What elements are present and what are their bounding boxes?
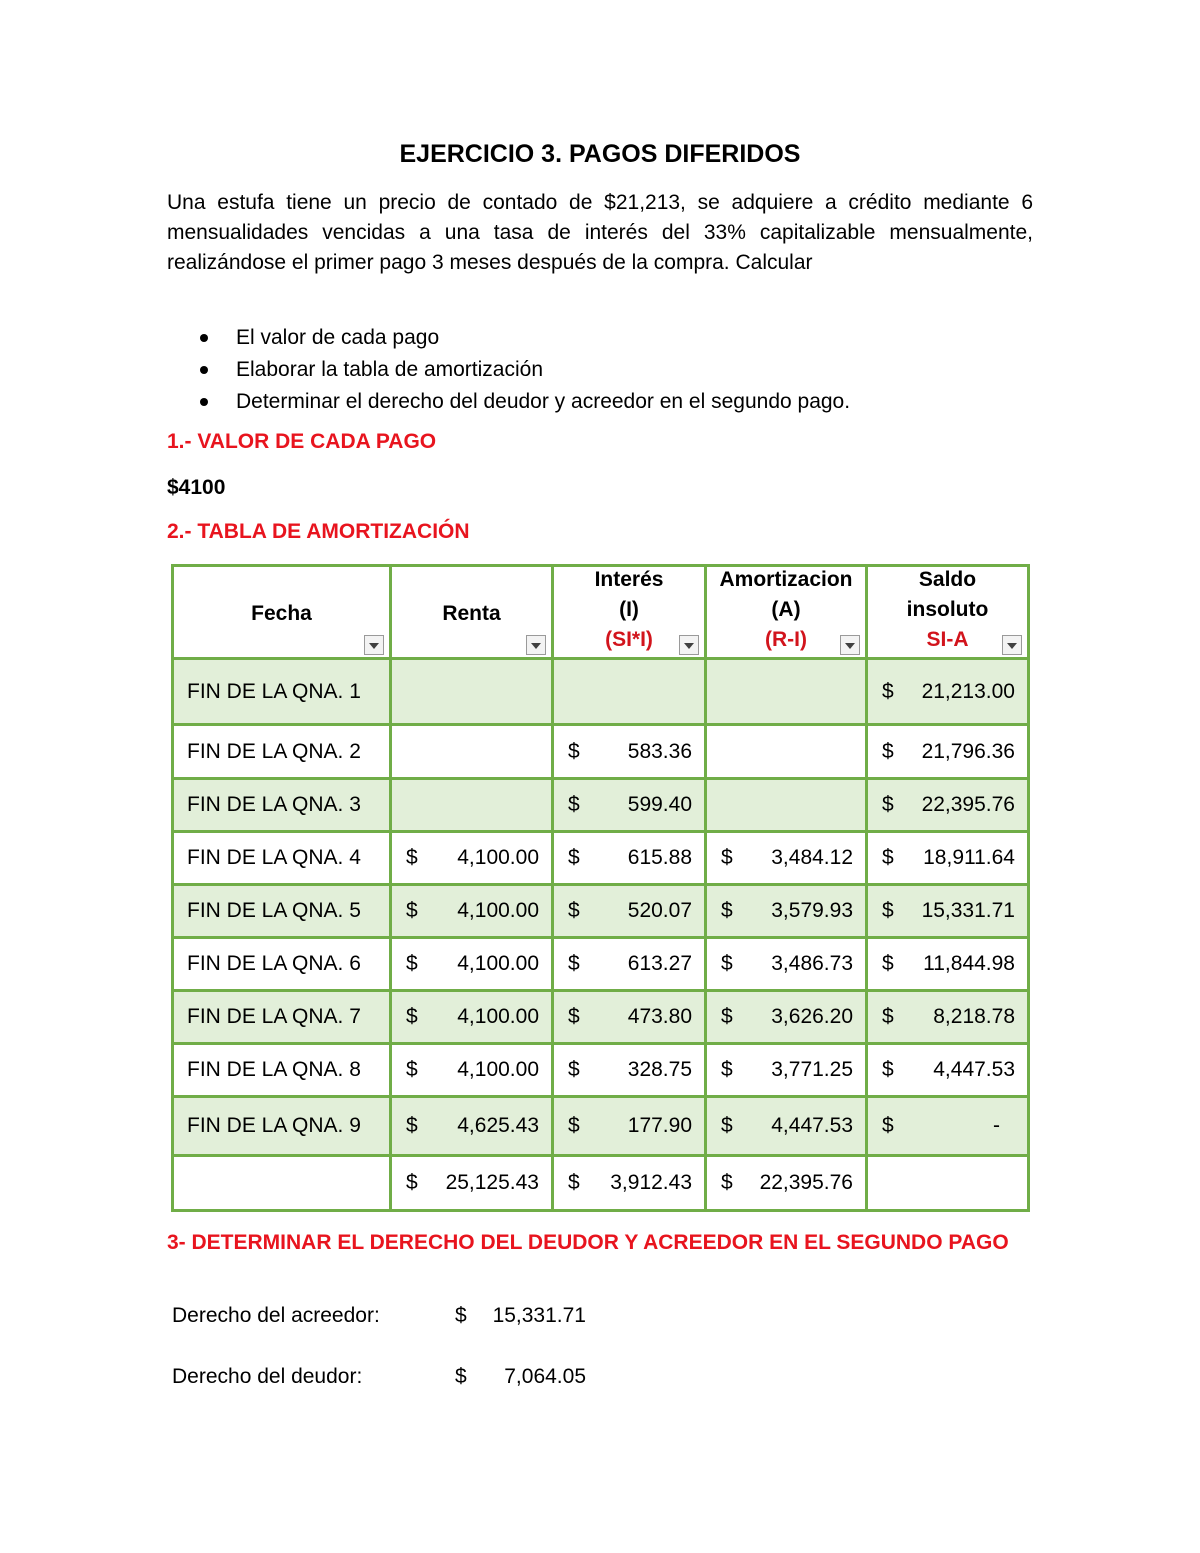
currency-symbol: $ bbox=[882, 793, 894, 816]
filter-dropdown-icon[interactable] bbox=[840, 635, 860, 655]
list-item-text: El valor de cada pago bbox=[236, 326, 440, 349]
cell-interes bbox=[553, 659, 706, 725]
currency-symbol: $ bbox=[882, 739, 894, 763]
cell-value: 473.80 bbox=[627, 1005, 692, 1028]
currency-symbol: $ bbox=[406, 1114, 418, 1137]
cell-saldo bbox=[867, 659, 1029, 725]
cell-amort bbox=[706, 779, 867, 832]
cell-amort bbox=[706, 832, 867, 885]
cell-value: 3,626.20 bbox=[771, 1005, 853, 1028]
filter-dropdown-icon[interactable] bbox=[1002, 635, 1022, 655]
cell-interes bbox=[553, 779, 706, 832]
header-label: (I) bbox=[619, 598, 639, 621]
header-renta bbox=[391, 566, 553, 659]
header-saldo bbox=[867, 566, 1029, 659]
table-row bbox=[173, 1097, 1029, 1156]
table-row bbox=[173, 832, 1029, 885]
cell-fecha: FIN DE LA QNA. 8 bbox=[173, 1044, 391, 1097]
cell-amort bbox=[706, 659, 867, 725]
table-row bbox=[173, 659, 1029, 725]
cell-interes bbox=[553, 832, 706, 885]
cell-value: 4,447.53 bbox=[933, 1058, 1015, 1081]
cell-amort bbox=[706, 885, 867, 938]
cell-renta bbox=[391, 832, 553, 885]
cell-value: 18,911.64 bbox=[923, 846, 1015, 869]
currency-symbol: $ bbox=[882, 952, 894, 975]
cell-saldo bbox=[867, 832, 1029, 885]
debtor-value: 7,064.05 bbox=[504, 1365, 586, 1388]
cell-value: 3,486.73 bbox=[771, 952, 853, 975]
creditor-value: 15,331.71 bbox=[492, 1304, 586, 1327]
currency-symbol: $ bbox=[406, 1171, 418, 1194]
cell-fecha: FIN DE LA QNA. 4 bbox=[173, 832, 391, 885]
cell-fecha: FIN DE LA QNA. 2 bbox=[173, 725, 391, 779]
header-label: Fecha bbox=[251, 602, 312, 625]
cell-amort bbox=[706, 991, 867, 1044]
cell-amort bbox=[706, 1044, 867, 1097]
bullet-icon bbox=[200, 334, 208, 342]
cell-saldo bbox=[867, 725, 1029, 779]
cell-amort bbox=[706, 1097, 867, 1156]
page-title: EJERCICIO 3. PAGOS DIFERIDOS bbox=[399, 140, 801, 168]
cell-fecha: FIN DE LA QNA. 5 bbox=[173, 885, 391, 938]
header-formula: (R-I) bbox=[765, 628, 807, 651]
cell-value: 8,218.78 bbox=[933, 1005, 1015, 1028]
currency-symbol: $ bbox=[568, 846, 580, 869]
cell-saldo bbox=[867, 938, 1029, 991]
table-row bbox=[173, 938, 1029, 991]
cell-value: 613.27 bbox=[627, 952, 692, 975]
currency-symbol: $ bbox=[882, 899, 894, 922]
cell-fecha: FIN DE LA QNA. 1 bbox=[173, 659, 391, 725]
list-item bbox=[198, 322, 850, 354]
cell-fecha: FIN DE LA QNA. 6 bbox=[173, 938, 391, 991]
cell-value: 15,331.71 bbox=[921, 899, 1015, 922]
currency-symbol: $ bbox=[882, 1005, 894, 1028]
cell-fecha bbox=[173, 1156, 391, 1211]
cell-saldo bbox=[867, 991, 1029, 1044]
header-label: Amortizacion bbox=[719, 568, 853, 591]
cell-value: 4,100.00 bbox=[457, 1058, 539, 1081]
table-body bbox=[173, 659, 1029, 1211]
header-label: Interés bbox=[594, 568, 664, 591]
cell-amort bbox=[706, 725, 867, 779]
debtor-label: Derecho del deudor: bbox=[172, 1365, 363, 1388]
currency-symbol: $ bbox=[406, 1005, 418, 1028]
cell-saldo bbox=[867, 1044, 1029, 1097]
table-row bbox=[173, 885, 1029, 938]
cell-value: 21,213.00 bbox=[921, 679, 1015, 703]
cell-renta bbox=[391, 1156, 553, 1211]
currency-symbol: $ bbox=[721, 1171, 733, 1194]
cell-renta bbox=[391, 779, 553, 832]
header-fecha bbox=[173, 566, 391, 659]
cell-value: 4,100.00 bbox=[457, 846, 539, 869]
list-item bbox=[198, 354, 850, 386]
currency-symbol: $ bbox=[568, 1058, 580, 1081]
cell-value: 615.88 bbox=[627, 846, 692, 869]
bullet-icon bbox=[200, 398, 208, 406]
cell-value: 11,844.98 bbox=[923, 952, 1015, 975]
cell-value: 22,395.76 bbox=[759, 1171, 853, 1194]
cell-value: 328.75 bbox=[627, 1058, 692, 1081]
cell-value: 4,100.00 bbox=[457, 1005, 539, 1028]
header-label: Renta bbox=[442, 602, 501, 625]
currency-symbol: $ bbox=[455, 1304, 467, 1327]
currency-symbol: $ bbox=[568, 739, 580, 763]
header-formula: (SI*I) bbox=[605, 628, 653, 651]
currency-symbol: $ bbox=[721, 846, 733, 869]
cell-renta bbox=[391, 991, 553, 1044]
table-row bbox=[173, 1156, 1029, 1211]
cell-value: 4,100.00 bbox=[457, 952, 539, 975]
cell-interes bbox=[553, 938, 706, 991]
currency-symbol: $ bbox=[568, 899, 580, 922]
currency-symbol: $ bbox=[406, 899, 418, 922]
currency-symbol: $ bbox=[568, 793, 580, 816]
cell-interes bbox=[553, 885, 706, 938]
cell-value: 22,395.76 bbox=[921, 793, 1015, 816]
creditor-label: Derecho del acreedor: bbox=[172, 1304, 380, 1327]
table-row bbox=[173, 779, 1029, 832]
header-formula: SI-A bbox=[926, 628, 969, 651]
list-item-text: Determinar el derecho del deudor y acreedor en el segundo pago. bbox=[236, 390, 851, 413]
cell-interes bbox=[553, 1044, 706, 1097]
currency-symbol: $ bbox=[406, 1058, 418, 1081]
cell-value: 520.07 bbox=[627, 899, 692, 922]
cell-value: 3,912.43 bbox=[610, 1171, 692, 1194]
cell-interes bbox=[553, 725, 706, 779]
cell-interes bbox=[553, 991, 706, 1044]
table-row bbox=[173, 1044, 1029, 1097]
task-list bbox=[198, 322, 850, 418]
cell-value: 25,125.43 bbox=[445, 1171, 539, 1194]
filter-dropdown-icon[interactable] bbox=[526, 635, 546, 655]
cell-value: - bbox=[993, 1114, 1000, 1137]
header-label: insoluto bbox=[906, 598, 989, 621]
currency-symbol: $ bbox=[882, 1114, 894, 1137]
cell-value: 177.90 bbox=[627, 1114, 692, 1137]
table-row bbox=[173, 725, 1029, 779]
list-item-text: Elaborar la tabla de amortización bbox=[236, 358, 544, 381]
cell-interes bbox=[553, 1097, 706, 1156]
currency-symbol: $ bbox=[721, 952, 733, 975]
cell-saldo bbox=[867, 1156, 1029, 1211]
cell-value: 583.36 bbox=[627, 739, 692, 763]
cell-saldo bbox=[867, 1097, 1029, 1156]
table-row bbox=[173, 991, 1029, 1044]
cell-amort bbox=[706, 1156, 867, 1211]
currency-symbol: $ bbox=[406, 952, 418, 975]
list-item bbox=[198, 386, 850, 418]
cell-amort bbox=[706, 938, 867, 991]
cell-interes bbox=[553, 1156, 706, 1211]
currency-symbol: $ bbox=[568, 952, 580, 975]
currency-symbol: $ bbox=[455, 1365, 467, 1388]
cell-fecha: FIN DE LA QNA. 9 bbox=[173, 1097, 391, 1156]
currency-symbol: $ bbox=[721, 1005, 733, 1028]
header-label: Saldo bbox=[918, 568, 977, 591]
cell-renta bbox=[391, 885, 553, 938]
currency-symbol: $ bbox=[882, 846, 894, 869]
cell-renta bbox=[391, 1044, 553, 1097]
header-label: (A) bbox=[771, 598, 801, 621]
section2-heading: 2.- TABLA DE AMORTIZACIÓN bbox=[167, 520, 470, 543]
cell-renta bbox=[391, 725, 553, 779]
cell-renta bbox=[391, 938, 553, 991]
cell-renta bbox=[391, 659, 553, 725]
header-amortizacion bbox=[706, 566, 867, 659]
cell-value: 3,579.93 bbox=[771, 899, 853, 922]
cell-value: 21,796.36 bbox=[921, 739, 1015, 763]
bullet-icon bbox=[200, 366, 208, 374]
cell-value: 4,625.43 bbox=[457, 1114, 539, 1137]
cell-value: 599.40 bbox=[627, 793, 692, 816]
currency-symbol: $ bbox=[882, 679, 894, 703]
amortization-table bbox=[171, 564, 1030, 1212]
currency-symbol: $ bbox=[721, 1058, 733, 1081]
cell-value: 3,771.25 bbox=[771, 1058, 853, 1081]
currency-symbol: $ bbox=[721, 1114, 733, 1137]
currency-symbol: $ bbox=[721, 899, 733, 922]
cell-renta bbox=[391, 1097, 553, 1156]
cell-fecha: FIN DE LA QNA. 7 bbox=[173, 991, 391, 1044]
filter-dropdown-icon[interactable] bbox=[364, 635, 384, 655]
section1-heading: 1.- VALOR DE CADA PAGO bbox=[167, 430, 437, 453]
cell-saldo bbox=[867, 779, 1029, 832]
cell-value: 4,100.00 bbox=[457, 899, 539, 922]
currency-symbol: $ bbox=[882, 1058, 894, 1081]
section3-heading: 3- DETERMINAR EL DERECHO DEL DEUDOR Y ACREEDOR EN EL SEGUNDO PAGO bbox=[167, 1231, 1009, 1254]
payment-value: $4100 bbox=[167, 476, 226, 499]
cell-fecha: FIN DE LA QNA. 3 bbox=[173, 779, 391, 832]
filter-dropdown-icon[interactable] bbox=[679, 635, 699, 655]
currency-symbol: $ bbox=[568, 1114, 580, 1137]
cell-value: 4,447.53 bbox=[771, 1114, 853, 1137]
cell-value: 3,484.12 bbox=[771, 846, 853, 869]
cell-saldo bbox=[867, 885, 1029, 938]
header-interes bbox=[553, 566, 706, 659]
currency-symbol: $ bbox=[568, 1005, 580, 1028]
currency-symbol: $ bbox=[406, 846, 418, 869]
intro-paragraph: Una estufa tiene un precio de contado de $21,213, se adquiere a crédito mediante 6 mensualidades vencidas a una tasa de interés del 33% capitalizable mensualmente, realizándose el primer pago 3 meses después de la compra. Calcular bbox=[167, 191, 1033, 274]
currency-symbol: $ bbox=[568, 1171, 580, 1194]
